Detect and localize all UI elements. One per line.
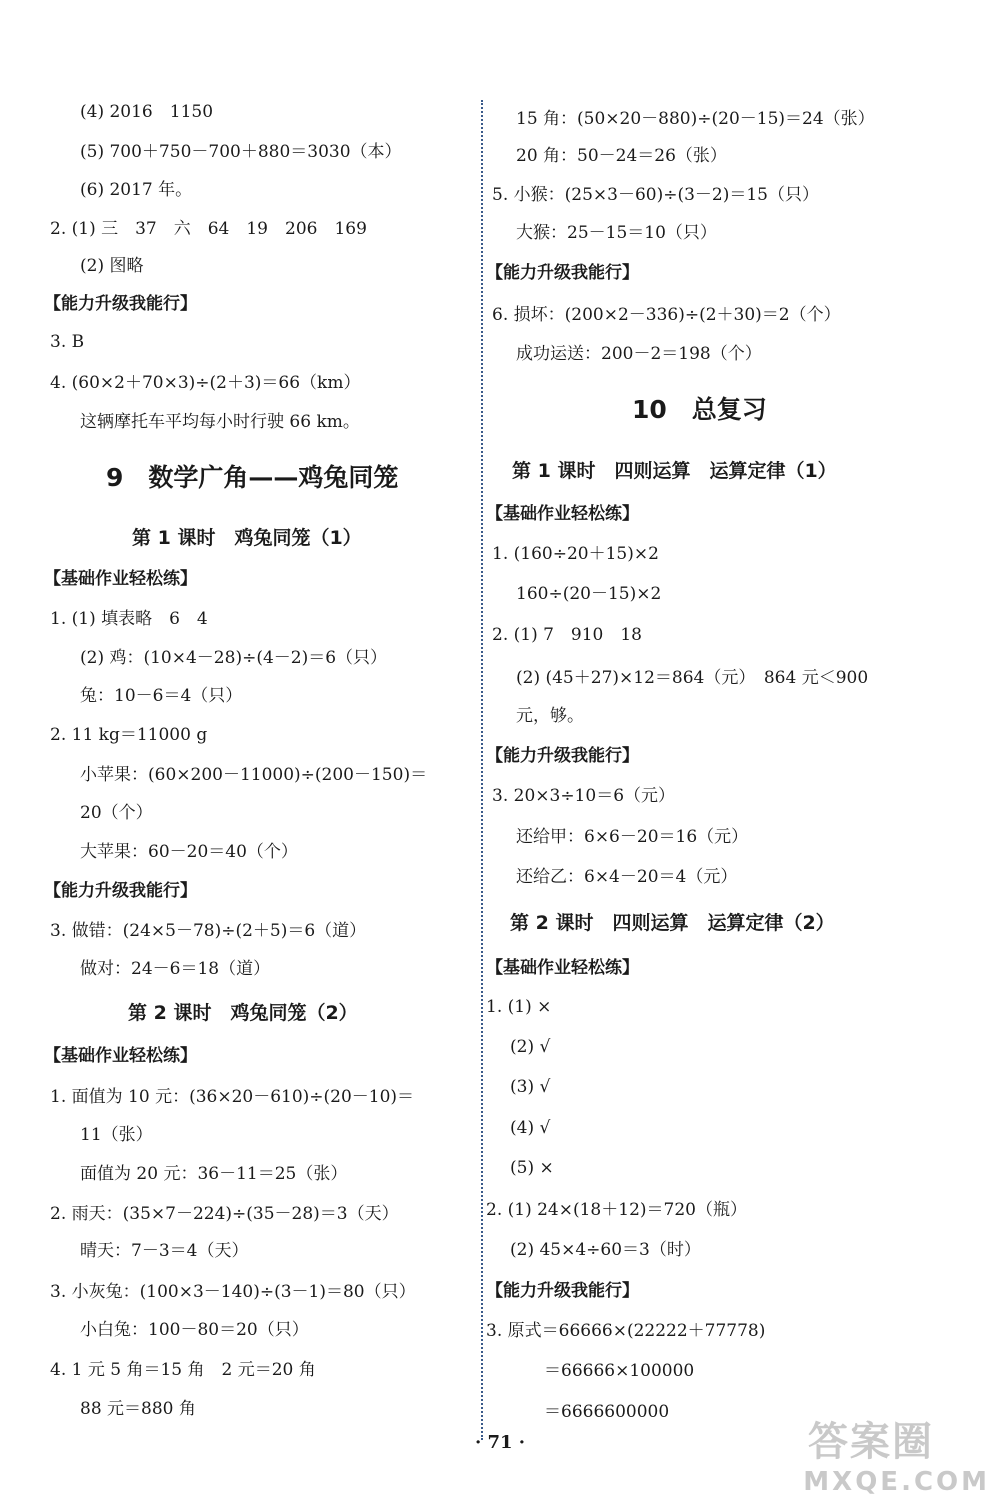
answer-line: 5. 小猴：(25×3－60)÷(3－2)＝15（只）	[492, 185, 819, 205]
answer-line: 1. (1) ×	[486, 997, 552, 1017]
answer-line: 成功运送：200－2＝198（个）	[516, 344, 762, 364]
answer-line: 2. 11 kg＝11000 g	[50, 725, 208, 745]
answer-line: 晴天：7－3＝4（天）	[80, 1241, 249, 1261]
lesson-title: 第 1 课时 鸡兔同笼（1）	[132, 527, 362, 549]
answer-line: 3. 小灰兔：(100×3－140)÷(3－1)＝80（只）	[50, 1282, 416, 1302]
answer-line: 20 角：50－24＝26（张）	[516, 146, 727, 166]
watermark	[780, 1418, 990, 1498]
answer-line: (2) √	[510, 1037, 551, 1057]
section-heading: 【基础作业轻松练】	[486, 504, 639, 524]
answer-line: ＝6666600000	[544, 1402, 670, 1422]
answer-line: 面值为 20 元：36－11＝25（张）	[80, 1164, 348, 1184]
section-heading: 【能力升级我能行】	[486, 1281, 639, 1301]
answer-line: 2. (1) 三 37 六 64 19 206 169	[50, 219, 367, 239]
answer-line: 88 元＝880 角	[80, 1399, 196, 1419]
section-heading: 【能力升级我能行】	[486, 746, 639, 766]
answer-line: 3. 原式＝66666×(22222＋77778)	[486, 1321, 766, 1341]
answer-line: (3) √	[510, 1077, 551, 1097]
answer-line: 160÷(20－15)×2	[516, 584, 662, 604]
answer-line: 小苹果：(60×200－11000)÷(200－150)＝	[80, 765, 428, 785]
answer-line: 大苹果：60－20＝40（个）	[80, 842, 298, 862]
chapter-title: 10 总复习	[632, 395, 767, 424]
answer-line: 3. 20×3÷10＝6（元）	[492, 786, 676, 806]
chapter-title: 9 数学广角——鸡兔同笼	[106, 463, 399, 492]
answer-line: 还给甲：6×6－20＝16（元）	[516, 827, 749, 847]
column-divider	[481, 100, 483, 1440]
answer-line: 4. 1 元 5 角＝15 角 2 元＝20 角	[50, 1360, 316, 1380]
answer-line: 元，够。	[516, 706, 584, 726]
watermark-logo: 答案圈	[808, 1419, 934, 1465]
answer-line: 还给乙：6×4－20＝4（元）	[516, 867, 738, 887]
answer-line: 2. (1) 7 910 18	[492, 625, 643, 645]
page-number: · 71 ·	[474, 1432, 526, 1453]
answer-line: (2) 鸡：(10×4－28)÷(4－2)＝6（只）	[80, 648, 388, 668]
watermark-url: MXQE.COM	[803, 1467, 990, 1497]
answer-line: 小白兔：100－80＝20（只）	[80, 1320, 309, 1340]
answer-line: 2. 雨天：(35×7－224)÷(35－28)＝3（天）	[50, 1204, 399, 1224]
answer-line: 做对：24－6＝18（道）	[80, 959, 271, 979]
answer-line: (2) 45×4÷60＝3（时）	[510, 1240, 701, 1260]
answer-line: (5) ×	[510, 1158, 554, 1178]
answer-line: (4) 2016 1150	[80, 102, 214, 122]
lesson-title: 第 1 课时 四则运算 运算定律（1）	[512, 460, 837, 482]
answer-line: 1. 面值为 10 元：(36×20－610)÷(20－10)＝	[50, 1087, 415, 1107]
section-heading: 【基础作业轻松练】	[44, 569, 197, 589]
answer-line: 4. (60×2＋70×3)÷(2＋3)＝66（km）	[50, 373, 361, 393]
answer-line: 大猴：25－15＝10（只）	[516, 223, 717, 243]
answer-line: (2) 图略	[80, 256, 144, 276]
section-heading: 【能力升级我能行】	[44, 881, 197, 901]
answer-line: 1. (160÷20＋15)×2	[492, 544, 659, 564]
answer-line: (6) 2017 年。	[80, 180, 193, 200]
answer-line: 15 角：(50×20－880)÷(20－15)＝24（张）	[516, 109, 875, 129]
answer-line: (5) 700＋750－700＋880＝3030（本）	[80, 142, 402, 162]
answer-line: 3. 做错：(24×5－78)÷(2＋5)＝6（道）	[50, 921, 367, 941]
section-heading: 【能力升级我能行】	[486, 263, 639, 283]
section-heading: 【能力升级我能行】	[44, 294, 197, 314]
answer-line: 20（个）	[80, 803, 153, 823]
lesson-title: 第 2 课时 鸡兔同笼（2）	[128, 1002, 358, 1024]
answer-line: 6. 损坏：(200×2－336)÷(2＋30)＝2（个）	[492, 305, 841, 325]
section-heading: 【基础作业轻松练】	[44, 1046, 197, 1066]
answer-line: 这辆摩托车平均每小时行驶 66 km。	[80, 412, 360, 432]
answer-line: 兔：10－6＝4（只）	[80, 686, 243, 706]
answer-line: ＝66666×100000	[544, 1361, 695, 1381]
answer-line: 2. (1) 24×(18＋12)＝720（瓶）	[486, 1200, 747, 1220]
answer-line: (2) (45＋27)×12＝864（元） 864 元＜900	[516, 668, 869, 688]
answer-line: 3. B	[50, 332, 85, 352]
answer-line: (4) √	[510, 1118, 551, 1138]
answer-line: 11（张）	[80, 1125, 153, 1145]
lesson-title: 第 2 课时 四则运算 运算定律（2）	[510, 912, 835, 934]
answer-line: 1. (1) 填表略 6 4	[50, 609, 208, 629]
section-heading: 【基础作业轻松练】	[486, 958, 639, 978]
